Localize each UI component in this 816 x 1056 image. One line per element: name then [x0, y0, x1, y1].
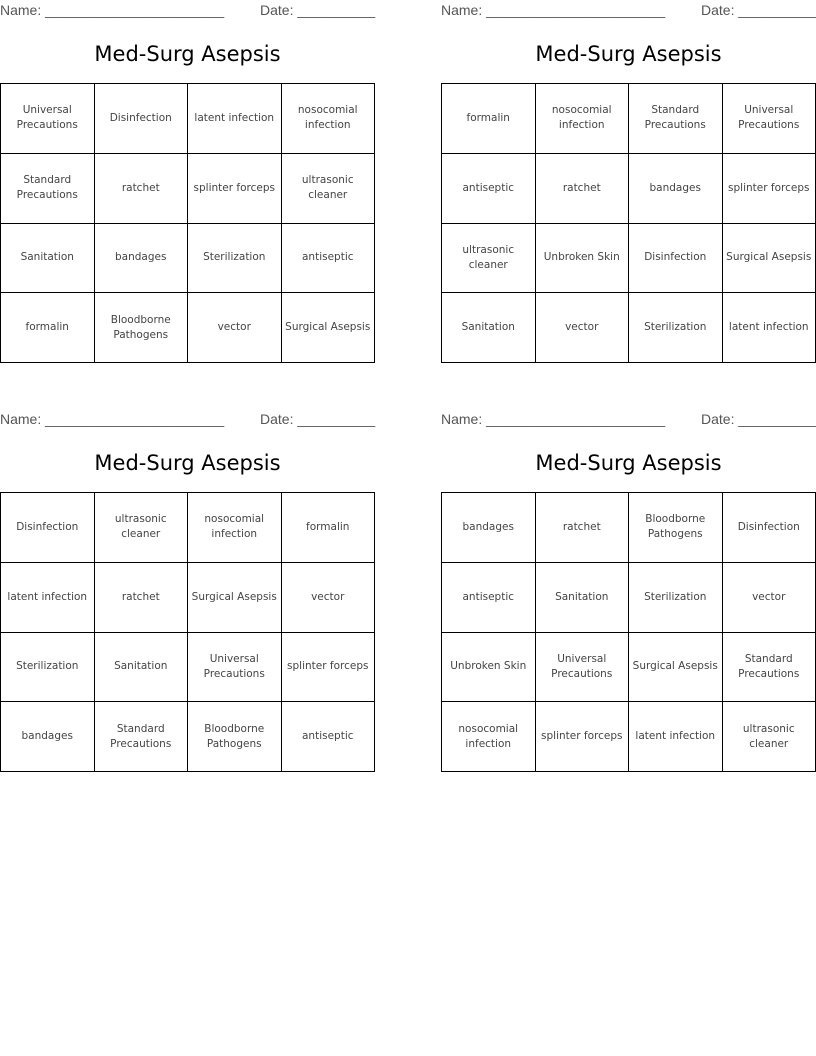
bingo-cell: Surgical Asepsis	[188, 563, 282, 633]
bingo-cell: ratchet	[95, 154, 189, 224]
bingo-cell: ratchet	[536, 493, 630, 563]
bingo-cell: ultrasonic cleaner	[95, 493, 189, 563]
bingo-cell: Standard Precautions	[1, 154, 95, 224]
bingo-cell: Universal Precautions	[188, 633, 282, 703]
bingo-cell: latent infection	[629, 702, 723, 772]
bingo-cell: Sterilization	[629, 293, 723, 363]
bingo-cell: Bloodborne Pathogens	[629, 493, 723, 563]
bingo-cell: Sterilization	[629, 563, 723, 633]
bingo-cell: nosocomial infection	[536, 84, 630, 154]
bingo-cell: bandages	[1, 702, 95, 772]
bingo-cell: antiseptic	[282, 702, 376, 772]
bingo-cell: splinter forceps	[723, 154, 816, 224]
bingo-cell: vector	[188, 293, 282, 363]
name-label: Name: _______________________	[441, 411, 666, 427]
bingo-cell: Bloodborne Pathogens	[188, 702, 282, 772]
bingo-cell: vector	[536, 293, 630, 363]
bingo-card-2	[441, 0, 816, 334]
bingo-cell: Sanitation	[442, 293, 536, 363]
bingo-cell: formalin	[442, 84, 536, 154]
bingo-grid	[0, 492, 375, 772]
bingo-cell: nosocomial infection	[442, 702, 536, 772]
date-label: Date: __________	[260, 2, 376, 18]
card-header	[0, 0, 375, 22]
bingo-cell: ultrasonic cleaner	[723, 702, 816, 772]
bingo-cell: antiseptic	[282, 224, 376, 294]
bingo-cell: Sanitation	[1, 224, 95, 294]
bingo-cell: Surgical Asepsis	[723, 224, 816, 294]
name-label: Name: _______________________	[0, 411, 225, 427]
bingo-cell: vector	[282, 563, 376, 633]
bingo-cell: nosocomial infection	[282, 84, 376, 154]
bingo-cell: bandages	[95, 224, 189, 294]
bingo-cell: Standard Precautions	[723, 633, 816, 703]
bingo-cell: Standard Precautions	[629, 84, 723, 154]
bingo-cell: nosocomial infection	[188, 493, 282, 563]
bingo-grid	[441, 83, 816, 363]
bingo-cell: Surgical Asepsis	[282, 293, 376, 363]
bingo-cell: splinter forceps	[536, 702, 630, 772]
bingo-cell: Universal Precautions	[536, 633, 630, 703]
card-header	[441, 0, 816, 22]
bingo-cell: ratchet	[536, 154, 630, 224]
card-title: Med-Surg Asepsis	[535, 42, 722, 66]
bingo-cell: vector	[723, 563, 816, 633]
bingo-cell: Disinfection	[1, 493, 95, 563]
bingo-cell: ultrasonic cleaner	[282, 154, 376, 224]
bingo-cell: antiseptic	[442, 563, 536, 633]
bingo-grid	[0, 83, 375, 363]
card-title: Med-Surg Asepsis	[535, 451, 722, 475]
bingo-cell: Sterilization	[188, 224, 282, 294]
bingo-grid	[441, 492, 816, 772]
date-label: Date: __________	[701, 2, 816, 18]
name-label: Name: _______________________	[441, 2, 666, 18]
bingo-cell: latent infection	[188, 84, 282, 154]
card-title: Med-Surg Asepsis	[94, 42, 281, 66]
bingo-card-1	[0, 0, 376, 341]
bingo-cell: splinter forceps	[188, 154, 282, 224]
bingo-cell: Bloodborne Pathogens	[95, 293, 189, 363]
bingo-cell: Sanitation	[536, 563, 630, 633]
date-label: Date: __________	[701, 411, 816, 427]
bingo-cell: formalin	[1, 293, 95, 363]
card-header	[441, 409, 816, 431]
bingo-cell: antiseptic	[442, 154, 536, 224]
bingo-cell: Disinfection	[723, 493, 816, 563]
bingo-cell: ratchet	[95, 563, 189, 633]
card-title: Med-Surg Asepsis	[94, 451, 281, 475]
card-header	[0, 409, 375, 431]
bingo-cell: Unbroken Skin	[536, 224, 630, 294]
bingo-cell: formalin	[282, 493, 376, 563]
bingo-cell: Unbroken Skin	[442, 633, 536, 703]
bingo-cell: latent infection	[1, 563, 95, 633]
bingo-cell: Disinfection	[95, 84, 189, 154]
bingo-cell: Universal Precautions	[723, 84, 816, 154]
bingo-cell: ultrasonic cleaner	[442, 224, 536, 294]
bingo-cell: Sterilization	[1, 633, 95, 703]
bingo-card-4	[441, 409, 816, 750]
bingo-cell: latent infection	[723, 293, 816, 363]
bingo-cell: bandages	[629, 154, 723, 224]
bingo-cell: splinter forceps	[282, 633, 376, 703]
bingo-cell: Universal Precautions	[1, 84, 95, 154]
bingo-card-3	[0, 409, 376, 750]
bingo-cell: Sanitation	[95, 633, 189, 703]
bingo-cell: Surgical Asepsis	[629, 633, 723, 703]
bingo-cell: bandages	[442, 493, 536, 563]
date-label: Date: __________	[260, 411, 376, 427]
name-label: Name: _______________________	[0, 2, 225, 18]
bingo-cell: Standard Precautions	[95, 702, 189, 772]
bingo-cell: Disinfection	[629, 224, 723, 294]
